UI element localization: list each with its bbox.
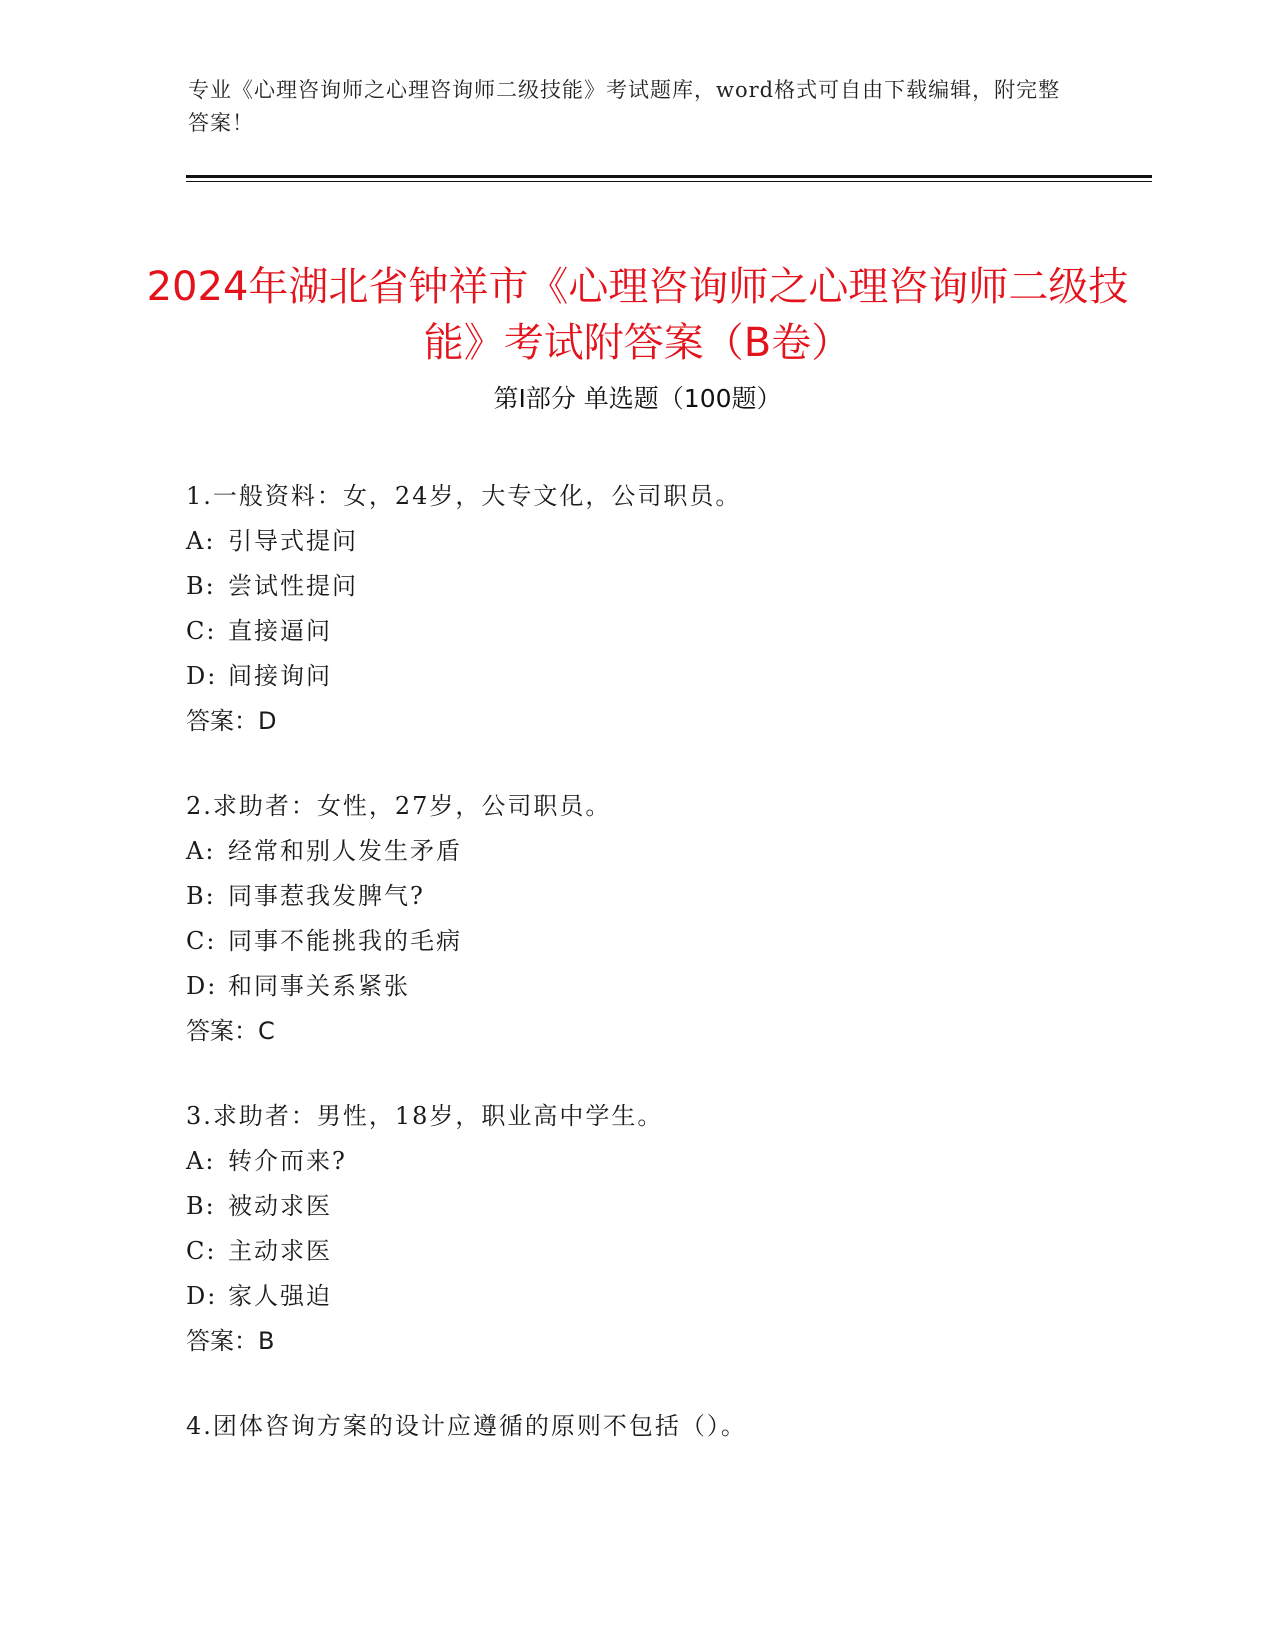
option-b [186,1184,1146,1229]
option-letter: D: [186,662,218,690]
option-letter: B: [186,882,216,910]
answer-line: 答案：D [186,707,277,735]
option-letter: A: [186,837,216,865]
option-letter: D: [186,972,218,1000]
option-letter: D: [186,1282,218,1310]
option-d [186,654,1146,699]
answer-line: 答案：B [186,1327,275,1355]
option-text: 主动求医 [228,1237,332,1265]
option-text: 同事惹我发脾气? [228,882,425,910]
option-letter: B: [186,572,216,600]
option-letter: A: [186,527,216,555]
header-rule-thin [186,181,1152,182]
option-text: 被动求医 [228,1192,332,1220]
option-a [186,829,1146,874]
question-stem: 3.求助者：男性，18岁，职业高中学生。 [186,1102,664,1130]
option-text: 经常和别人发生矛盾 [228,837,462,865]
option-text: 直接逼问 [228,617,332,645]
question-2 [186,784,1146,1054]
answer-line: 答案：C [186,1017,275,1045]
option-text: 家人强迫 [228,1282,332,1310]
header-rule-thick [186,175,1152,178]
option-a [186,1139,1146,1184]
header-note: 专业《心理咨询师之心理咨询师二级技能》考试题库，word格式可自由下载编辑，附完整答案！ [188,78,1061,135]
document-title: 2024年湖北省钟祥市《心理咨询师之心理咨询师二级技能》考试附答案（B卷） [146,263,1129,366]
option-d [186,964,1146,1009]
question-stem: 2.求助者：女性，27岁，公司职员。 [186,792,612,820]
option-letter: B: [186,1192,216,1220]
option-text: 同事不能挑我的毛病 [228,927,462,955]
option-b [186,564,1146,609]
option-b [186,874,1146,919]
section-heading: 第Ⅰ部分 单选题（100题） [493,384,782,413]
question-list [186,474,1146,1489]
option-text: 尝试性提问 [228,572,358,600]
option-c [186,609,1146,654]
option-letter: C: [186,1237,217,1265]
option-a [186,519,1146,564]
question-3 [186,1094,1146,1364]
option-letter: C: [186,617,217,645]
option-letter: C: [186,927,217,955]
option-d [186,1274,1146,1319]
option-c [186,919,1146,964]
option-letter: A: [186,1147,216,1175]
option-text: 转介而来? [228,1147,347,1175]
question-4 [186,1404,1146,1449]
option-text: 引导式提问 [228,527,358,555]
option-text: 和同事关系紧张 [228,972,410,1000]
option-text: 间接询问 [228,662,332,690]
question-stem: 1.一般资料：女，24岁，大专文化，公司职员。 [186,482,742,510]
question-stem: 4.团体咨询方案的设计应遵循的原则不包括（）。 [186,1412,747,1440]
option-c [186,1229,1146,1274]
question-1 [186,474,1146,744]
